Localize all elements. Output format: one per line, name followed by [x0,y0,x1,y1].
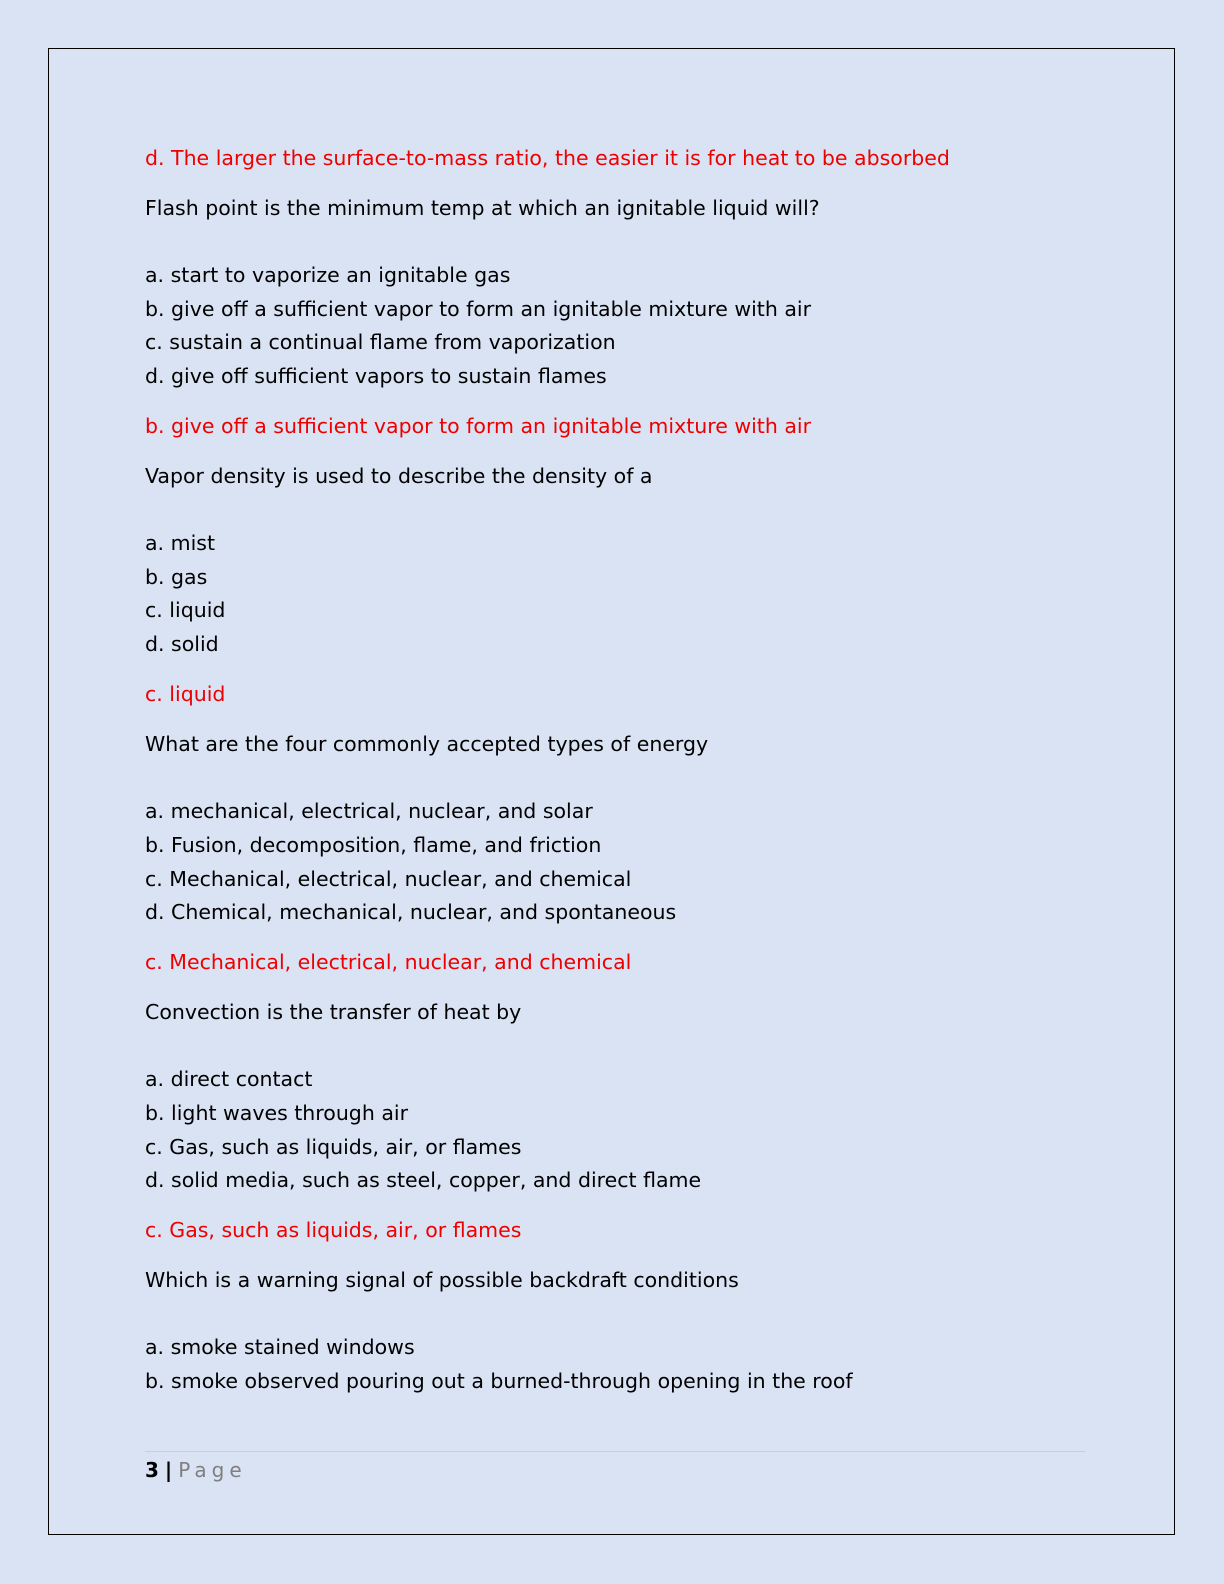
question-line: Which is a warning signal of possible backdraft conditions [145,1268,739,1293]
document-body [145,145,1085,1394]
page-number: 3 [145,1458,159,1482]
option-line: c. sustain a continual flame from vaporization [145,330,616,355]
option-line: b. light waves through air [145,1100,409,1125]
question-line: Convection is the transfer of heat by [145,1000,522,1025]
option-line: d. solid [145,632,219,657]
question-line: What are the four commonly accepted types of energy [145,732,709,757]
footer-divider [145,1451,1085,1452]
answer-line: c. liquid [145,682,226,707]
question-line: Flash point is the minimum temp at which an ignitable liquid will? [145,196,820,220]
answer-line: c. Gas, such as liquids, air, or flames [145,1218,522,1243]
option-line: d. solid media, such as steel, copper, and direct flame [145,1168,702,1193]
answer-line: b. give off a sufficient vapor to form an ignitable mixture with air [145,414,812,439]
page-label: Page [178,1458,247,1482]
option-line: a. direct contact [145,1067,313,1092]
option-line: a. start to vaporize an ignitable gas [145,263,511,287]
option-line: d. give off sufficient vapors to sustain flames [145,364,607,389]
option-line: c. liquid [145,598,226,623]
option-line: a. mist [145,531,215,556]
option-line: a. mechanical, electrical, nuclear, and solar [145,799,593,824]
option-line: b. gas [145,564,208,589]
page-footer [145,1457,247,1483]
option-line: a. smoke stained windows [145,1335,415,1360]
answer-line: c. Mechanical, electrical, nuclear, and chemical [145,950,632,975]
question-line: Vapor density is used to describe the density of a [145,464,653,489]
option-line: b. Fusion, decomposition, flame, and friction [145,832,602,857]
footer-separator: | [164,1458,173,1482]
option-line: c. Mechanical, electrical, nuclear, and chemical [145,866,632,891]
answer-line: d. The larger the surface-to-mass ratio, the easier it is for heat to be absorbed [145,146,950,170]
option-line: d. Chemical, mechanical, nuclear, and spontaneous [145,900,677,925]
option-line: c. Gas, such as liquids, air, or flames [145,1134,522,1159]
option-line: b. give off a sufficient vapor to form an ignitable mixture with air [145,296,812,321]
option-line: b. smoke observed pouring out a burned-through opening in the roof [145,1368,853,1393]
